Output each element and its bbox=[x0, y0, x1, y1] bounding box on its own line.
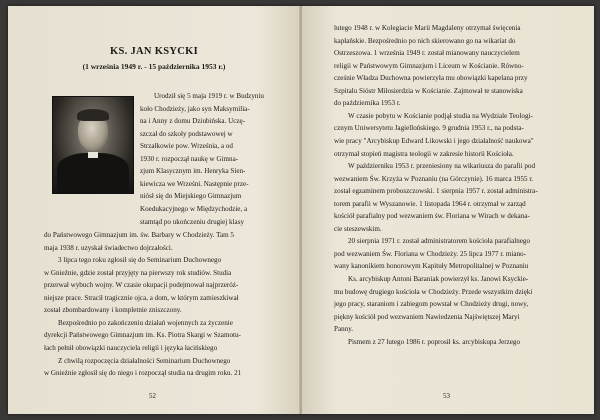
page-title: KS. JAN KSYCKI bbox=[110, 46, 198, 57]
text-line: Koedukacyjnego w Międzychodzie, a bbox=[140, 204, 248, 213]
portrait-photo bbox=[52, 96, 134, 194]
text-line: wie pracy "Arcybiskup Edward Likowski i jego działalność naukowa" bbox=[334, 136, 534, 145]
text-line: W październiku 1953 r. przeniesiony na wikariusza do parafii pod bbox=[348, 162, 536, 171]
text-line: kapłańskie. Bezpośrednio po nich skierowano go na wikariat do bbox=[334, 36, 516, 45]
text-line: torem parafii w Wyszanowie. 1 listopada 1964 r. otrzymał w zarząd bbox=[334, 199, 526, 208]
collar-shape bbox=[88, 152, 98, 158]
text-line: 3 lipca tego roku zgłosił się do Seminarium Duchownego bbox=[58, 256, 222, 265]
text-line: lutego 1948 r. w Kolegiacie Marii Magdaleny otrzymał święcenia bbox=[334, 24, 521, 32]
text-line: szczał do szkoły podstawowej w bbox=[140, 129, 233, 138]
text-line: piękny kościół pod wezwaniem Nawiedzenia Najświętszej Maryi bbox=[334, 312, 520, 321]
hair-shape bbox=[77, 109, 109, 121]
text-line: w Gnieźnie zgłosił się do niego i rozpoczął studia na drugim roku. 21 bbox=[44, 369, 242, 378]
text-line: cznym Uniwersytetu Jagiellońskiego. 9 grudnia 1953 r., na podsta- bbox=[334, 124, 524, 133]
book-spread bbox=[8, 6, 594, 414]
text-line: przerwał wybuch wojny. W czasie okupacji podejmował najprzeróż- bbox=[44, 281, 239, 290]
text-line: 20 sierpnia 1971 r. został administratorem kościoła parafialnego bbox=[348, 237, 531, 246]
text-line: jego pracy, staraniom i zabiegom powstał w Chodzieży drugi, nowy, bbox=[334, 300, 529, 309]
text-line: został egzaminem proboszczowski. 1 sierpnia 1957 r. został administra- bbox=[334, 187, 538, 196]
text-line: Szpitalu Sióstr Miłosierdzia w Kościanie. Zajmował te stanowiska bbox=[334, 86, 523, 95]
text-line: na i Anny z domu Dziubińska. Uczę- bbox=[140, 117, 245, 126]
text-line: Bezpośrednio po zakończeniu działań wojennych za życzenie bbox=[58, 318, 233, 327]
left-page bbox=[8, 6, 300, 414]
text-line: niósł się do Miejskiego Gimnazjum bbox=[140, 192, 242, 201]
text-line: Pismem z 27 lutego 1986 r. poprosił ks. arcybiskupa Jerzego bbox=[348, 337, 520, 346]
text-line: zjum Klasycznym im. Henryka Sien- bbox=[140, 167, 246, 176]
page-number: 53 bbox=[443, 392, 450, 400]
text-line: cześnie Władza Duchowna powierzyła mu obowiązki kapelana przy bbox=[334, 74, 528, 83]
text-line: kościół parafialny pod wezwaniem św. Floriana w Wirach w dekana- bbox=[334, 212, 530, 221]
text-line: wezwaniem Św. Krzyża w Poznaniu (na Górczynie). 16 marca 1955 r. bbox=[334, 174, 534, 183]
text-line: cie steszewskim. bbox=[334, 224, 382, 233]
text-line: dyrekcji Państwowego Gimnazjum im. Ks. Piotra Skargi w Szamotu- bbox=[44, 331, 241, 340]
text-line: Ostrzeszowa. 1 września 1949 r. został mianowany nauczycielem bbox=[334, 49, 520, 58]
text-line: pod wezwaniem Św. Floriana w Chodzieży. 25 lipca 1977 r. miano- bbox=[334, 249, 526, 258]
page-subtitle: (1 września 1949 r. - 15 października 1953 r.) bbox=[82, 62, 226, 71]
text-line: Ks. arcybiskup Antoni Baraniak powierzył ks. Janowi Ksyckie- bbox=[348, 275, 529, 283]
text-line: do Państwowego Gimnazjum im. św. Barbary w Chodzieży. Tam 5 bbox=[44, 231, 234, 239]
text-line: otrzymał stopień magistra teologii w zakresie historii Kościoła. bbox=[334, 149, 514, 158]
cassock-shape bbox=[57, 153, 129, 193]
text-line: maja 1938 r. uzyskał świadectwo dojrzałości. bbox=[44, 243, 173, 252]
text-line: w Gnieźnie, gdzie został przyjęty na pierwszy rok studiów. Studia bbox=[44, 268, 232, 277]
text-line: mu budowę drugiego kościoła w Chodzieży. Przede wszystkim dzięki bbox=[334, 287, 533, 296]
text-line: wany kanonikiem honorowym Kapituły Metropolitalnej w Poznaniu bbox=[334, 262, 529, 271]
text-line: do października 1953 r. bbox=[334, 99, 401, 108]
text-line: niejsze prace. Stracił tragicznie ojca, a dom, w którym zamieszkiwał bbox=[44, 293, 239, 302]
text-line: koło Chodzieży, jako syn Maksymilia- bbox=[140, 104, 250, 113]
text-line: Z chwilą rozpoczęcia działalności Seminarium Duchownego bbox=[58, 356, 231, 365]
page-number: 52 bbox=[149, 392, 156, 400]
text-line: Panny. bbox=[334, 325, 354, 334]
text-line: Urodził się 5 maja 1919 r. w Budzyniu bbox=[154, 92, 264, 100]
text-line: 1930 r. rozpoczął naukę w Gimna- bbox=[140, 154, 239, 163]
text-line: kiewicza we Wrześni. Następnie prze- bbox=[140, 179, 249, 188]
right-page bbox=[302, 6, 594, 414]
text-line: łach pełnił obowiązki nauczyciela religii i języka łacińskiego bbox=[44, 343, 218, 352]
text-line: stamtąd po ukończeniu drugiej klasy bbox=[140, 217, 245, 226]
text-line: W czasie pobytu w Kościanie podjął studia na Wydziale Teologi- bbox=[348, 111, 533, 120]
text-line: religii w Państwowym Gimnazjum i Liceum w Kościanie. Równo- bbox=[334, 61, 524, 70]
text-line: został zbombardowany i kompletnie zniszczony. bbox=[44, 306, 182, 315]
text-line: Strzałkowie pow. Września, a od bbox=[140, 142, 233, 151]
